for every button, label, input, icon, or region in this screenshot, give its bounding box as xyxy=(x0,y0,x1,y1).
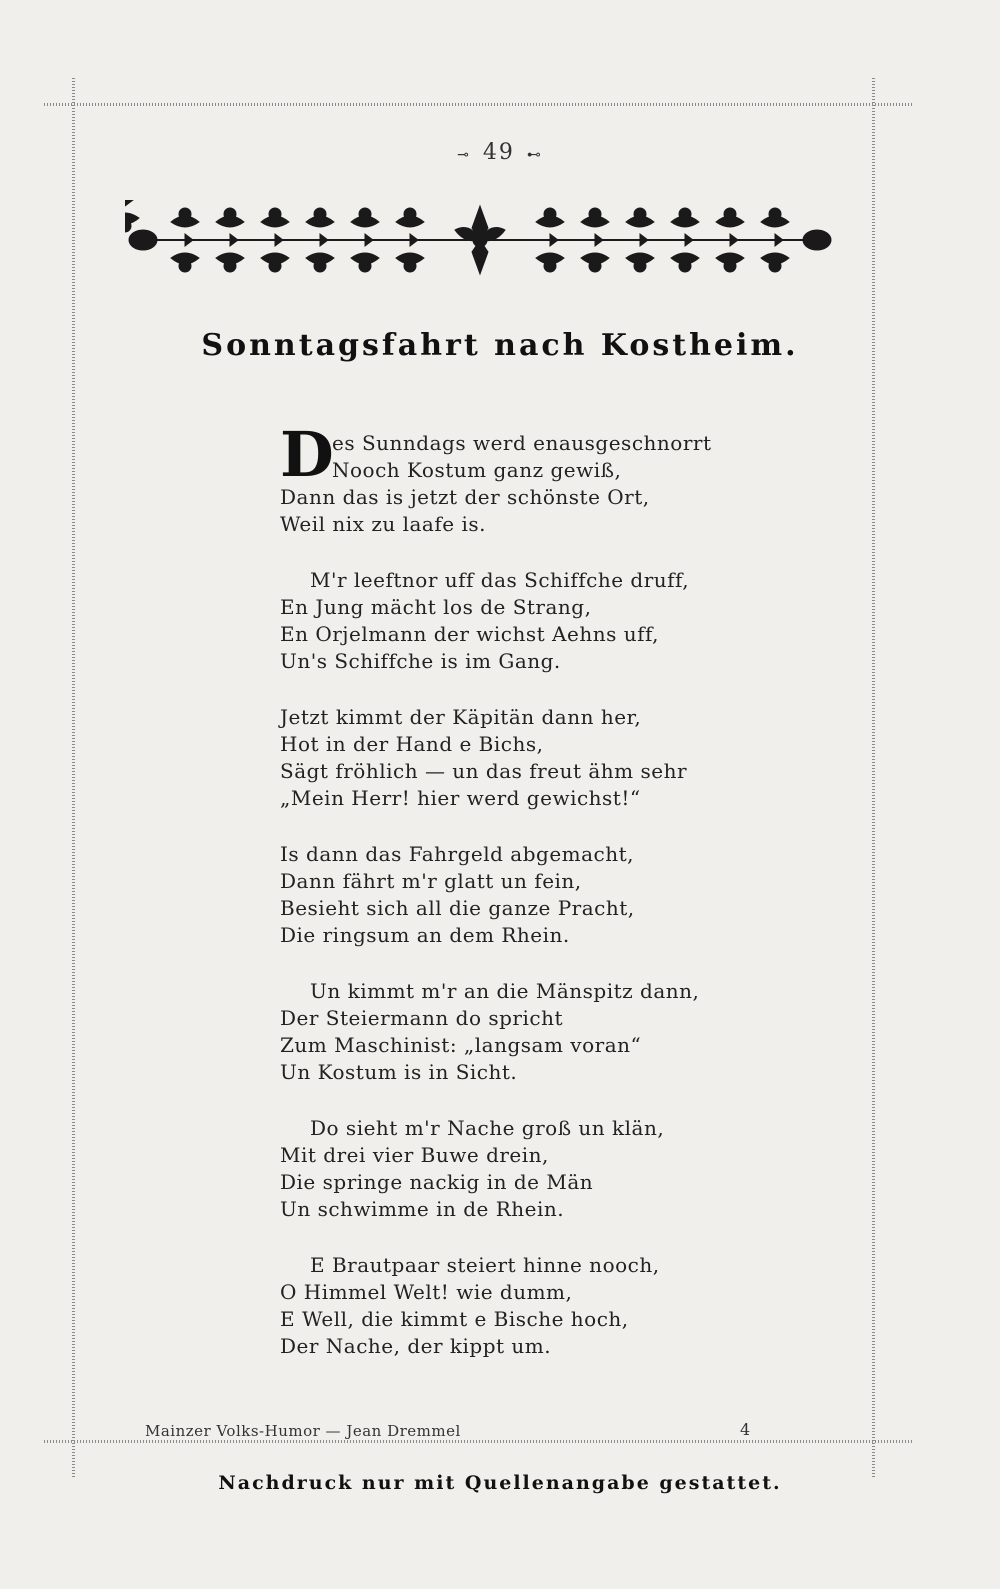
poem-line: Hot in der Hand e Bichs, xyxy=(280,732,544,756)
poem-line: Die springe nackig in de Män xyxy=(280,1170,594,1194)
top-border-rule xyxy=(44,103,914,106)
poem-line: „Mein Herr! hier werd gewichst!“ xyxy=(280,786,641,810)
poem-line: E Brautpaar steiert hinne nooch, xyxy=(310,1253,660,1277)
page-number-value: 49 xyxy=(482,140,515,165)
poem-line: M'r leeftnor uff das Schiffche druff, xyxy=(310,568,690,592)
reprint-notice: Nachdruck nur mit Quellenangabe gestattet. xyxy=(218,1472,782,1494)
poem-line: Un's Schiffche is im Gang. xyxy=(280,649,561,673)
poem-line: Der Nache, der kippt um. xyxy=(280,1334,552,1358)
poem-line: Un kimmt m'r an die Mänspitz dann, xyxy=(310,979,700,1003)
bottom-border-rule xyxy=(44,1440,914,1443)
signature-mark: 4 xyxy=(740,1420,751,1439)
poem-line: Un schwimme in de Rhein. xyxy=(280,1197,565,1221)
poem-line: Mit drei vier Buwe drein, xyxy=(280,1143,549,1167)
stanza-1 xyxy=(280,418,712,538)
poem-line: Besieht sich all die ganze Pracht, xyxy=(280,896,635,920)
page-number xyxy=(0,140,1000,165)
left-border-rule xyxy=(72,78,75,1478)
right-ornament-icon: ⊷ xyxy=(526,147,543,163)
poem-line: Dann fährt m'r glatt un fein, xyxy=(280,869,582,893)
poem-line: Weil nix zu laafe is. xyxy=(280,512,486,536)
poem-line: Is dann das Fahrgeld abgemacht, xyxy=(280,842,635,866)
left-ornament-icon: ⊸ xyxy=(457,147,471,163)
poem-body xyxy=(280,418,712,1389)
stanza-5 xyxy=(280,978,700,1086)
poem-line: Do sieht m'r Nache groß un klän, xyxy=(310,1116,665,1140)
stanza-6 xyxy=(280,1115,700,1223)
poem-line: es Sunndags werd enausgeschnorrt xyxy=(332,431,712,455)
poem-line: Un Kostum is in Sicht. xyxy=(280,1060,518,1084)
poem-line: En Jung mächt los de Strang, xyxy=(280,595,592,619)
floral-border-ornament-icon xyxy=(125,200,835,280)
poem-line: Sägt fröhlich — un das freut ähm sehr xyxy=(280,759,688,783)
poem-line: Jetzt kimmt der Käpitän dann her, xyxy=(280,705,642,729)
right-border-rule xyxy=(872,78,875,1478)
poem-line: Dann das is jetzt der schönste Ort, xyxy=(280,485,650,509)
poem-line: Der Steiermann do spricht xyxy=(280,1006,564,1030)
stanza-7 xyxy=(280,1252,700,1360)
poem-title: Sonntagsfahrt nach Kostheim. xyxy=(201,328,799,363)
stanza-3 xyxy=(280,704,700,812)
source-credit: Mainzer Volks-Humor — Jean Dremmel xyxy=(145,1422,461,1440)
poem-line: E Well, die kimmt e Bische hoch, xyxy=(280,1307,629,1331)
poem-line: Die ringsum an dem Rhein. xyxy=(280,923,570,947)
stanza-2 xyxy=(280,567,700,675)
poem-line: O Himmel Welt! wie dumm, xyxy=(280,1280,573,1304)
poem-line: Zum Maschinist: „langsam voran“ xyxy=(280,1033,642,1057)
poem-line: Nooch Kostum ganz gewiß, xyxy=(332,458,622,482)
drop-cap: D xyxy=(280,418,335,491)
poem-line: En Orjelmann der wichst Aehns uff, xyxy=(280,622,660,646)
stanza-4 xyxy=(280,841,700,949)
